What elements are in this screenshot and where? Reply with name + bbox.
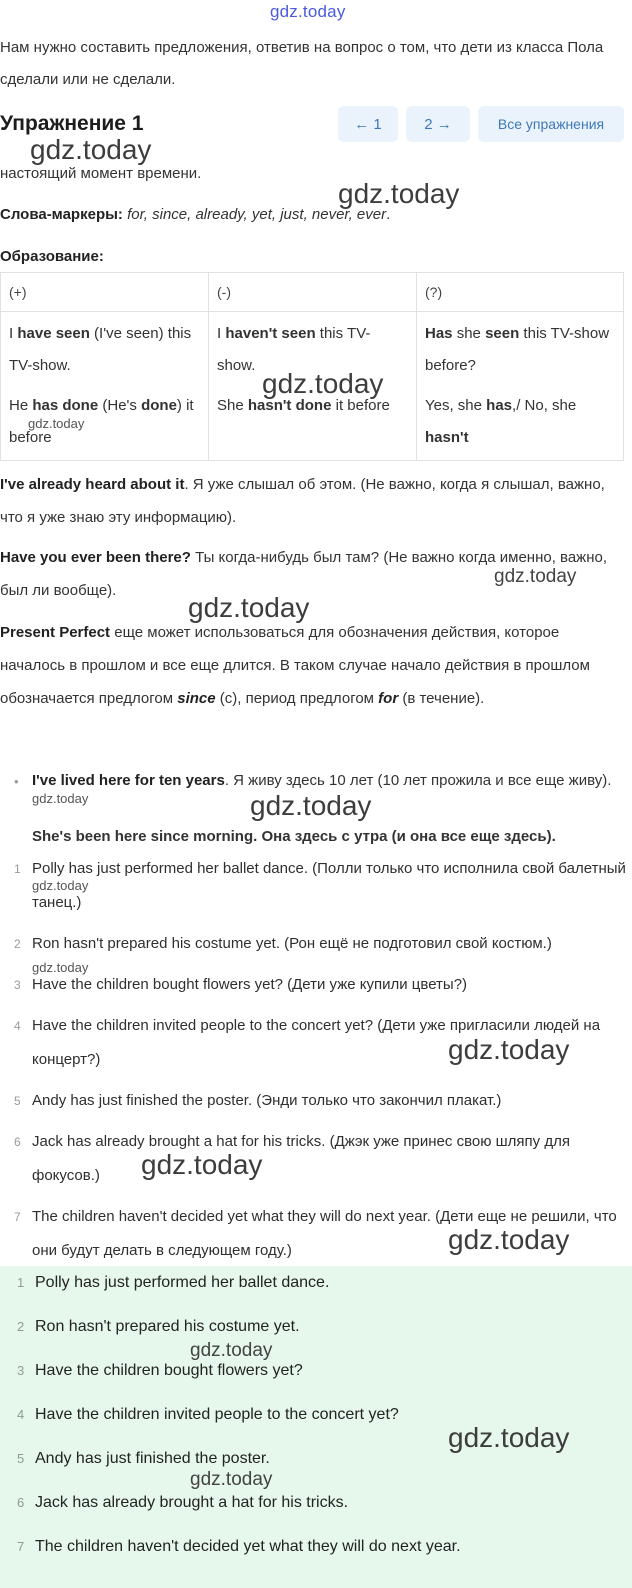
watermark: gdz.today xyxy=(188,592,310,623)
example-lived: I've lived here for ten years. Я живу здесь 10 лет (10 лет прожила и все еще живу). xyxy=(32,772,612,789)
table-cell-negative: I haven't seen this TV-show. She hasn't done it before xyxy=(209,312,417,461)
prev-exercise-button[interactable]: ← 1 xyxy=(338,106,398,142)
markers-text: for, since, already, yet, just, never, ever xyxy=(127,206,387,223)
answers-with-translation xyxy=(0,852,632,1275)
list-item: 6 Jack has already brought a hat for his tricks. xyxy=(17,1494,349,1511)
list-item: 3 Have the children bought flowers yet? xyxy=(17,1362,303,1379)
watermark: gdz.today xyxy=(494,566,577,587)
exercise-title: Упражнение 1 xyxy=(0,112,144,135)
theory-now-line: настоящий момент времени. xyxy=(0,165,202,182)
list-item: 1 Polly has just performed her ballet dance. xyxy=(17,1274,330,1291)
watermark: gdz.today xyxy=(32,878,89,893)
watermark: gdz.today xyxy=(448,1034,570,1065)
markers-line: Слова-маркеры: for, since, already, yet, just, never, ever. xyxy=(0,206,391,223)
watermark: gdz.today xyxy=(262,368,384,399)
watermark: gdz.today xyxy=(448,1224,570,1255)
list-item: 2 Ron hasn't prepared his costume yet. xyxy=(17,1318,300,1335)
list-item: 2 Ron hasn't prepared his costume yet. (Рон ещё не подготовил свой костюм.) xyxy=(14,935,552,952)
list-item: 1 Polly has just performed her ballet dance. (Полли только что исполнила свой балетный танец.) xyxy=(14,860,626,911)
table-cell-positive: I have seen (I've seen) this TV-show. He has done (He's done) it before xyxy=(1,312,209,461)
watermark: gdz.today xyxy=(30,134,152,165)
list-item: 5 Andy has just finished the poster. (Энди только что закончил плакат.) xyxy=(14,1092,502,1109)
list-item: 5 Andy has just finished the poster. xyxy=(17,1450,270,1467)
markers-label: Слова-маркеры: xyxy=(0,206,123,223)
watermark: gdz.today xyxy=(448,1422,570,1453)
watermark: gdz.today xyxy=(32,791,89,806)
list-item: 7 The children haven't decided yet what they will do next year. (Дети еще не решили, что они будут делать в следующем году.) xyxy=(14,1208,617,1259)
list-item: 7 The children haven't decided yet what they will do next year. xyxy=(17,1538,461,1555)
example-heard: I've already heard about it. Я уже слышал об этом. (Не важно, когда я слышал, важно, что я уже знаю эту информацию). xyxy=(0,476,605,526)
formation-label: Образование: xyxy=(0,248,104,265)
list-item: 6 Jack has already brought a hat for his tricks. (Джэк уже принес свою шляпу для фокусов.) xyxy=(14,1133,570,1184)
example-ever: Have you ever been there? Ты когда-нибудь был там? (Не важно когда именно, важно, был ли вообще). xyxy=(0,549,608,599)
exercise-intro: Нам нужно составить предложения, ответив на вопрос о том, что дети из класса Пола сделали или не сделали. xyxy=(0,39,604,88)
watermark: gdz.today xyxy=(141,1149,263,1180)
list-item: 4 Have the children invited people to the concert yet? xyxy=(17,1406,399,1423)
short-answers-list xyxy=(0,1268,632,1576)
watermark: gdz.today xyxy=(28,416,85,431)
table-header-positive: (+) xyxy=(1,273,209,312)
watermark: gdz.today xyxy=(32,960,89,975)
present-perfect-note: Present Perfect еще может использоваться для обозначения действия, которое началось в прошлом и все еще длится. В таком случае начало действия в прошлом обозначается предлогом since (с), период предлогом for (в течение). xyxy=(0,624,590,707)
watermark: gdz.today xyxy=(338,178,460,209)
list-item: 3 Have the children bought flowers yet? (Дети уже купили цветы?) xyxy=(14,976,468,993)
table-header-negative: (-) xyxy=(209,273,417,312)
watermark: gdz.today xyxy=(250,790,372,821)
bullet-icon: • xyxy=(14,774,19,789)
table-header-question: (?) xyxy=(417,273,624,312)
list-item: 4 Have the children invited people to the concert yet? (Дети уже пригласили людей на концерт?) xyxy=(14,1017,601,1068)
cut-off-line: She's been here since morning. Она здесь с утра (и она все еще здесь). xyxy=(32,828,556,845)
all-exercises-button[interactable]: Все упражнения xyxy=(478,106,624,142)
table-cell-question: Has she seen this TV-show before? Yes, she has,/ No, she hasn't xyxy=(417,312,624,461)
site-logo[interactable]: gdz.today xyxy=(270,2,346,21)
next-exercise-button[interactable]: 2 → xyxy=(406,106,470,142)
watermark: gdz.today xyxy=(190,1469,273,1490)
watermark: gdz.today xyxy=(190,1340,273,1361)
formation-table xyxy=(0,272,624,461)
